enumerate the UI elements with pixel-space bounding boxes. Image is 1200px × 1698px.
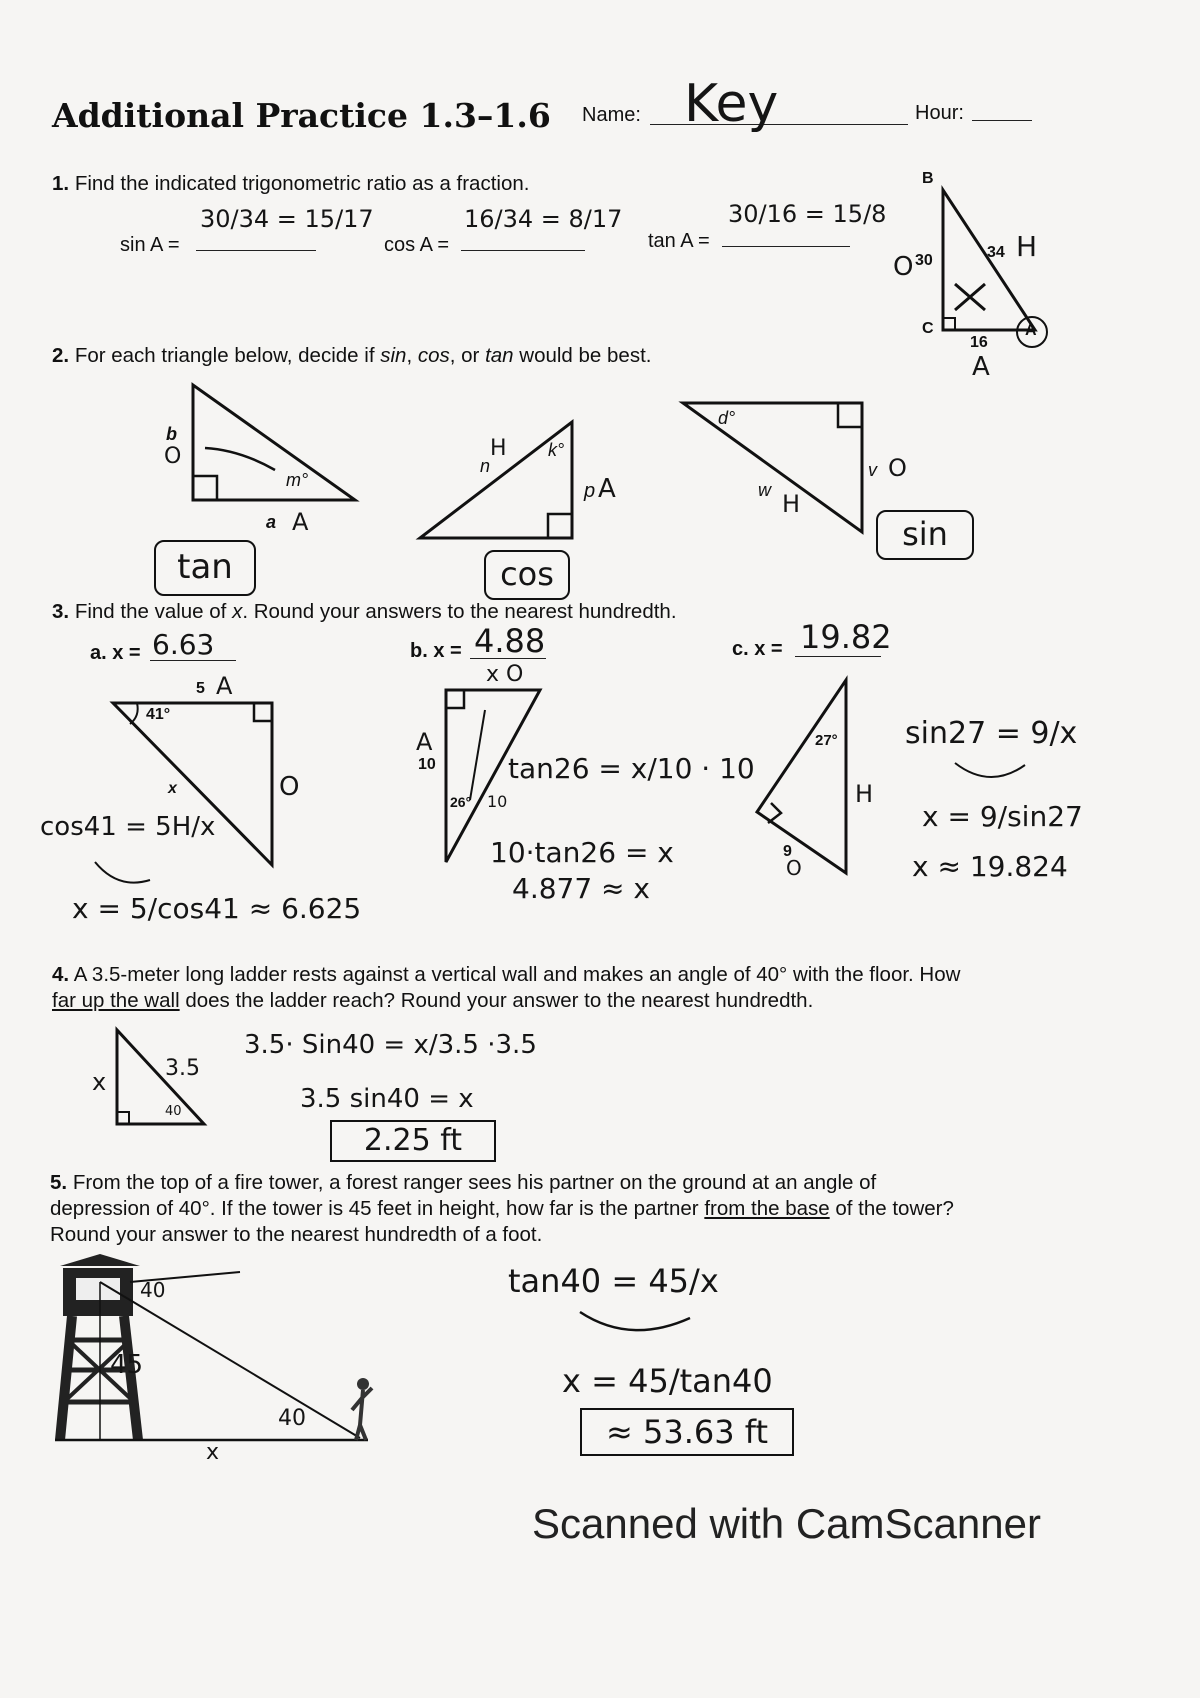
q2-t3-o: O [888, 454, 907, 482]
q3b-a: A [416, 728, 433, 756]
q2-t2-n: n [480, 456, 491, 476]
scanner-watermark: Scanned with CamScanner [532, 1500, 1041, 1547]
q2-number: 2. [52, 344, 70, 367]
q3b-work-2: 10·tan26 = x [490, 836, 674, 869]
q3c-work-1: sin27 = 9/x [905, 716, 1078, 751]
q1-vertex-a: A [1025, 322, 1037, 339]
q2-t3-h: H [782, 490, 801, 518]
q2-t2-k: k° [548, 440, 565, 460]
q1-number: 1. [52, 172, 70, 195]
page-title: Additional Practice 1.3–1.6 [52, 96, 551, 135]
q3b-ten2: 10 [487, 792, 508, 811]
q3b-ten: 10 [418, 756, 436, 773]
q5-fig-height: 45 [110, 1350, 144, 1380]
q3a-o: O [279, 772, 300, 802]
q3a-answer: 6.63 [152, 628, 215, 661]
q4-fig-angle: 40 [165, 1104, 182, 1119]
q2-t3-w: w [758, 480, 771, 500]
tan-label: tan A = [648, 230, 710, 252]
partner-figure [352, 1378, 372, 1440]
hour-label: Hour: [915, 102, 964, 124]
q1-note-o: O [893, 252, 914, 282]
q3b-work-1: tan26 = x/10 · 10 [508, 752, 755, 785]
q3a-label: a. x = [90, 642, 141, 664]
q4-work-2: 3.5 sin40 = x [300, 1084, 474, 1114]
q2-t1-b: b [166, 424, 177, 444]
tan-answer: 30/16 = 15/8 [728, 200, 887, 228]
q5-fig-bottom-angle: 40 [278, 1406, 306, 1431]
q5-answer: ≈ 53.63 ft [580, 1408, 794, 1456]
q3c-work-arrow [955, 763, 1025, 777]
q3a-work-arrow [95, 862, 150, 883]
q4-fig-hyp: 3.5 [165, 1056, 200, 1081]
q1-vertex-c: C [922, 320, 934, 337]
name-value: Key [684, 74, 779, 134]
q1-side-16: 16 [970, 334, 988, 351]
q1-side-30: 30 [915, 252, 933, 269]
q3b-angle: 26° [450, 794, 472, 810]
q4-prompt: 4. A 3.5-meter long ladder rests against a vertical wall and makes an angle of 40° with the floor. How far up the wall does the ladder reach? Round your answer to the nearest hundredth. [52, 963, 961, 1012]
q2-triangle-3 [683, 403, 862, 532]
q3a-work-2: x = 5/cos41 ≈ 6.625 [72, 892, 362, 925]
sin-answer: 30/34 = 15/17 [200, 205, 374, 233]
q2-t3-v: v [868, 460, 877, 480]
q2-t1-a: a [266, 512, 277, 532]
q5-prompt: 5. From the top of a fire tower, a forest ranger sees his partner on the ground at an angle of depression of 40°. If the tower is 45 feet in height, how far is the partner from the base of the tower? Round your answer to the nearest hundredth of a foot. [50, 1171, 954, 1246]
cos-answer: 16/34 = 8/17 [464, 205, 623, 233]
q1-x-mark [955, 284, 985, 310]
q2-t1-A: A [292, 508, 309, 536]
q2-t3-d: d° [718, 408, 736, 428]
q1-vertex-b: B [922, 170, 934, 187]
q3a-side-note: A [216, 672, 233, 700]
q3b-top: x O [486, 662, 524, 687]
q4-answer: 2.25 ft [330, 1120, 496, 1162]
q1-side-34: 34 [987, 244, 1005, 261]
q3c-answer: 19.82 [800, 618, 892, 656]
q5-work-arrow [580, 1312, 690, 1330]
q3c-angle: 27° [815, 732, 838, 749]
q1-note-a: A [972, 352, 990, 382]
q2-t1-arrow [205, 448, 275, 470]
q3b-work-3: 4.877 ≈ x [512, 872, 650, 905]
q4-fig-x: x [92, 1068, 107, 1096]
q3a-side: 5 [196, 680, 205, 697]
name-label: Name: [582, 104, 641, 126]
q2-t3-answer: sin [876, 510, 974, 560]
q1-note-h: H [1016, 230, 1038, 263]
q5-fig-x: x [206, 1440, 220, 1465]
q5-work-2: x = 45/tan40 [562, 1362, 773, 1400]
q3c-triangle [757, 680, 846, 873]
q3c-h: H [855, 780, 874, 808]
q2-t1-o: O [164, 444, 182, 469]
q2-prompt: 2. For each triangle below, decide if sin, cos, or tan would be best. [52, 344, 652, 367]
q5-fig-top-angle: 40 [140, 1278, 166, 1302]
q5-number: 5. [50, 1171, 68, 1194]
sin-label: sin A = [120, 234, 180, 256]
q3a-work-1: cos41 = 5H/x [40, 812, 216, 842]
q2-t2-A: A [598, 474, 616, 504]
q3a-x: x [168, 780, 177, 797]
q3b-answer: 4.88 [474, 622, 546, 660]
q2-t2-p: p [584, 480, 596, 502]
q2-t1-answer: tan [154, 540, 256, 596]
q2-t2-answer: cos [484, 550, 570, 600]
q1-text: Find the indicated trigonometric ratio as a fraction. [74, 172, 530, 195]
q3c-label: c. x = [732, 638, 783, 660]
q2-t1-m: m° [286, 470, 309, 490]
q3-prompt: 3. Find the value of x. Round your answers to the nearest hundredth. [52, 600, 677, 623]
q3c-o: O [786, 856, 802, 880]
q3a-angle: 41° [146, 706, 171, 723]
q3c-nine: 9 [783, 843, 792, 860]
cos-label: cos A = [384, 234, 450, 256]
q3c-work-3: x ≈ 19.824 [912, 850, 1068, 883]
q3b-label: b. x = [410, 640, 462, 662]
q2-t2-h: H [490, 436, 507, 461]
q4-number: 4. [52, 963, 70, 986]
q5-work-1: tan40 = 45/x [508, 1262, 719, 1300]
q3c-work-2: x = 9/sin27 [922, 800, 1083, 833]
q4-work-1: 3.5· Sin40 = x/3.5 ·3.5 [244, 1030, 537, 1060]
q1-right-angle [943, 318, 955, 330]
q3-number: 3. [52, 600, 70, 623]
